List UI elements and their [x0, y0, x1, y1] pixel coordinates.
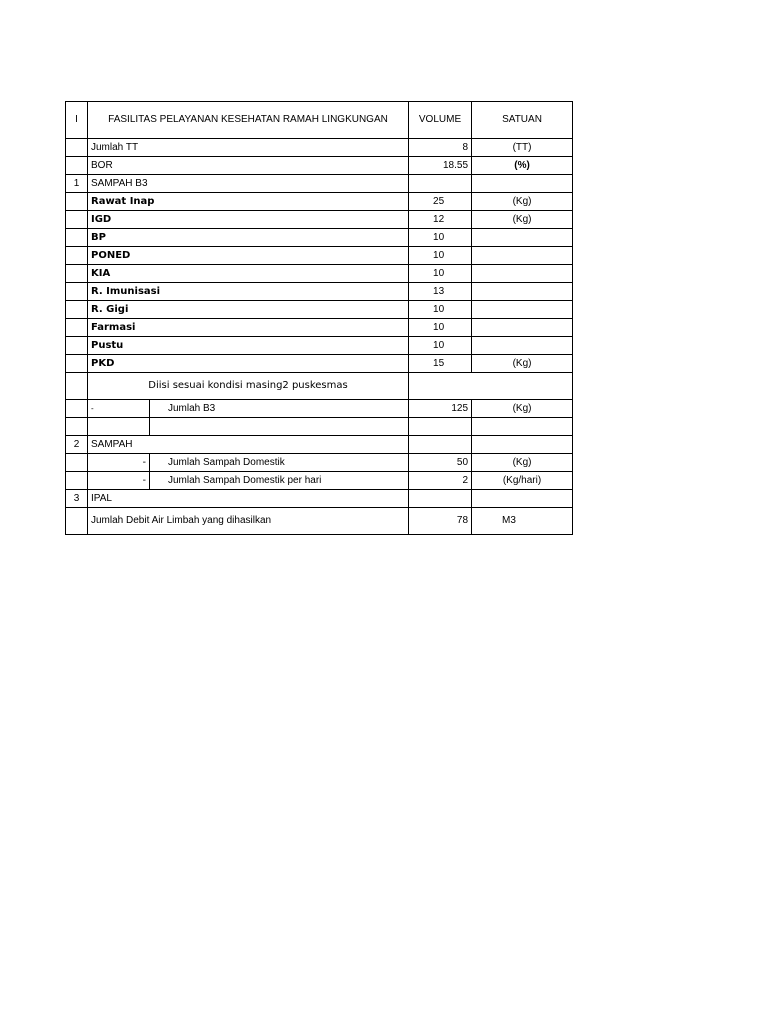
item-volume: 12: [409, 211, 472, 229]
section-row: [66, 436, 573, 454]
section-no: 1: [66, 175, 88, 193]
header-no: I: [66, 102, 88, 139]
header-volume: VOLUME: [409, 102, 472, 139]
table-row: [66, 265, 573, 283]
item-satuan: [472, 229, 573, 247]
item-label: KIA: [88, 265, 409, 283]
item-satuan: (Kg): [472, 193, 573, 211]
item-label: Pustu: [88, 337, 409, 355]
table-row: [66, 454, 573, 472]
row-volume: 50: [409, 454, 472, 472]
item-satuan: (Kg): [472, 355, 573, 373]
facility-table: [65, 101, 573, 535]
row-volume: 2: [409, 472, 472, 490]
total-dash: -: [88, 400, 150, 418]
table-row: [66, 355, 573, 373]
table-row: [66, 319, 573, 337]
table-row: [66, 301, 573, 319]
table-row: [66, 193, 573, 211]
instruction-note: Diisi sesuai kondisi masing2 puskesmas: [88, 373, 409, 400]
section-title: IPAL: [88, 490, 409, 508]
item-satuan: [472, 265, 573, 283]
row-satuan: (Kg/hari): [472, 472, 573, 490]
item-volume: 10: [409, 247, 472, 265]
ipal-satuan: M3: [472, 508, 573, 535]
header-row: [66, 102, 573, 139]
item-volume: 13: [409, 283, 472, 301]
item-label: PONED: [88, 247, 409, 265]
table-row: [66, 229, 573, 247]
jumlah-tt-volume: 8: [409, 139, 472, 157]
item-volume: 10: [409, 229, 472, 247]
item-label: R. Gigi: [88, 301, 409, 319]
item-volume: 15: [409, 355, 472, 373]
row-label: Jumlah Sampah Domestik: [150, 454, 409, 472]
table-row: [66, 157, 573, 175]
item-volume: 10: [409, 265, 472, 283]
table-row: [66, 283, 573, 301]
item-satuan: [472, 283, 573, 301]
bor-volume: 18.55: [409, 157, 472, 175]
section-title: SAMPAH B3: [88, 175, 409, 193]
row-satuan: (Kg): [472, 454, 573, 472]
item-volume: 10: [409, 319, 472, 337]
ipal-volume: 78: [409, 508, 472, 535]
item-label: Farmasi: [88, 319, 409, 337]
table-row: [66, 472, 573, 490]
total-volume: 125: [409, 400, 472, 418]
note-row: [66, 373, 573, 400]
item-satuan: (Kg): [472, 211, 573, 229]
item-volume: 25: [409, 193, 472, 211]
item-volume: 10: [409, 301, 472, 319]
row-dash: -: [88, 454, 150, 472]
header-title: FASILITAS PELAYANAN KESEHATAN RAMAH LINGKUNGAN: [88, 102, 409, 139]
bor-satuan: (%): [472, 157, 573, 175]
header-satuan: SATUAN: [472, 102, 573, 139]
section-row: [66, 490, 573, 508]
ipal-label: Jumlah Debit Air Limbah yang dihasilkan: [88, 508, 409, 535]
item-label: BP: [88, 229, 409, 247]
item-satuan: [472, 319, 573, 337]
table-row: [66, 247, 573, 265]
item-satuan: [472, 337, 573, 355]
section-row: [66, 175, 573, 193]
total-row: [66, 400, 573, 418]
item-label: R. Imunisasi: [88, 283, 409, 301]
total-label: Jumlah B3: [150, 400, 409, 418]
item-label: PKD: [88, 355, 409, 373]
empty-row: [66, 418, 573, 436]
jumlah-tt-label: Jumlah TT: [88, 139, 409, 157]
item-satuan: [472, 301, 573, 319]
section-title: SAMPAH: [88, 436, 409, 454]
item-satuan: [472, 247, 573, 265]
item-volume: 10: [409, 337, 472, 355]
section-no: 2: [66, 436, 88, 454]
jumlah-tt-satuan: (TT): [472, 139, 573, 157]
item-label: IGD: [88, 211, 409, 229]
table-row: [66, 139, 573, 157]
row-label: Jumlah Sampah Domestik per hari: [150, 472, 409, 490]
row-dash: -: [88, 472, 150, 490]
table-row: [66, 508, 573, 535]
item-label: Rawat Inap: [88, 193, 409, 211]
total-satuan: (Kg): [472, 400, 573, 418]
table-row: [66, 337, 573, 355]
bor-label: BOR: [88, 157, 409, 175]
table-row: [66, 211, 573, 229]
section-no: 3: [66, 490, 88, 508]
